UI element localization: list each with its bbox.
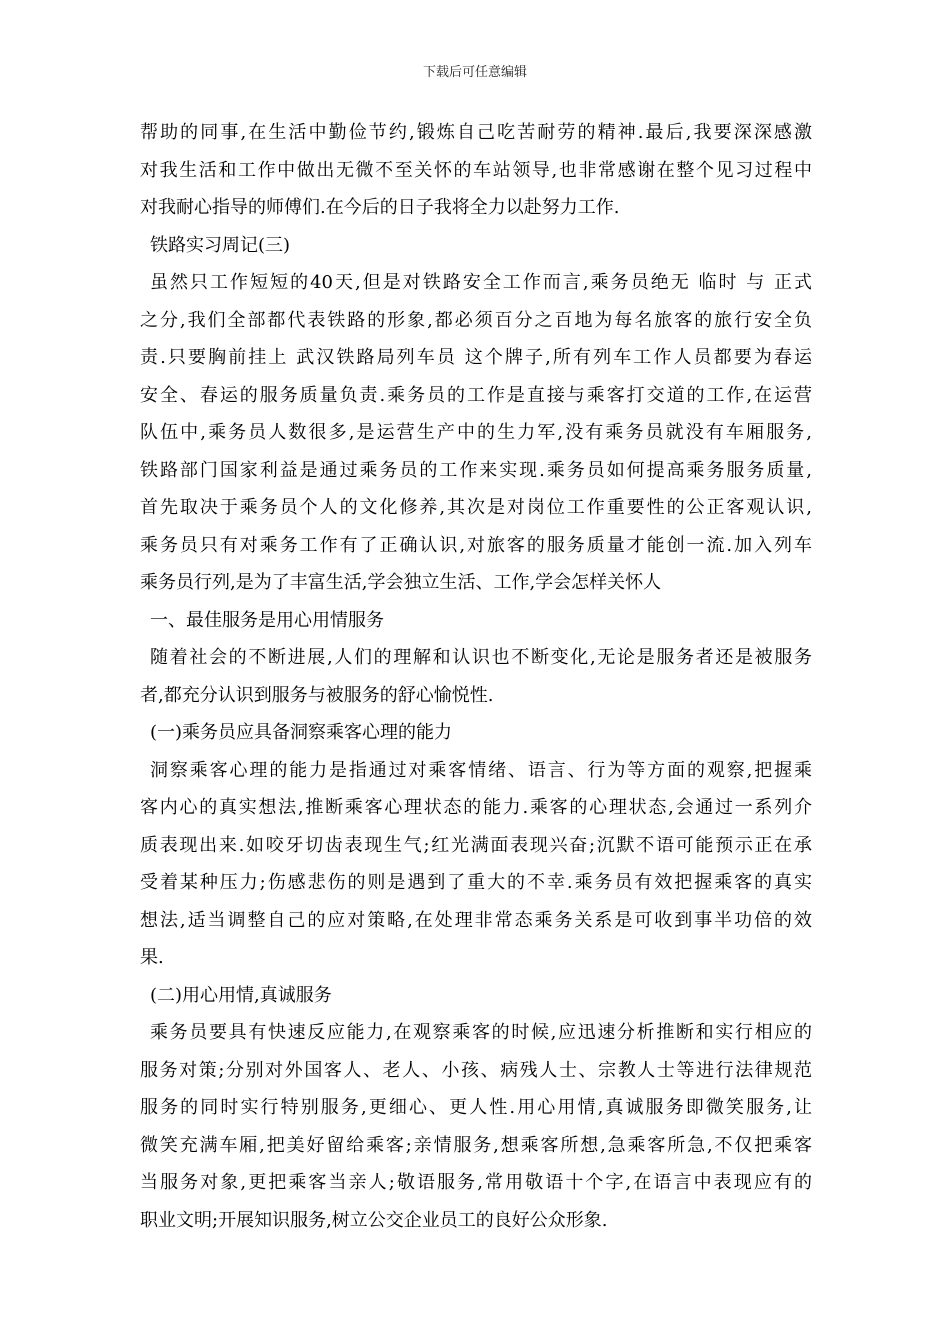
text-line: 帮助的同事,在生活中勤俭节约,锻炼自己吃苦耐劳的精神.最后,我要深深感激 xyxy=(140,122,812,143)
text-line: 随着社会的不断进展,人们的理解和认识也不断变化,无论是服务者还是被服务 xyxy=(150,647,812,668)
document-body xyxy=(140,114,812,1239)
text-line: 一、最佳服务是用心用情服务 xyxy=(150,609,384,631)
text-line: 洞察乘客心理的能力是指通过对乘客情绪、语言、行为等方面的观察,把握乘 xyxy=(150,759,812,781)
text-line: 首先取决于乘务员个人的文化修养,其次是对岗位工作重要性的公正客观认识, xyxy=(140,497,812,518)
text-line: 乘务员行列,是为了丰富生活,学会独立生活、工作,学会怎样关怀人 xyxy=(140,572,662,593)
text-line: 虽然只工作短短的40天,但是对铁路安全工作而言,乘务员绝无 临时 与 正式 xyxy=(150,272,812,293)
text-line: 当服务对象,更把乘客当亲人;敬语服务,常用敬语十个字,在语言中表现应有的 xyxy=(140,1172,812,1193)
text-line: 质表现出来.如咬牙切齿表现生气;红光满面表现兴奋;沉默不语可能预示正在承 xyxy=(140,834,812,856)
text-line: 铁路部门国家利益是通过乘务员的工作来实现.乘务员如何提高乘务服务质量, xyxy=(140,459,812,481)
text-line: 客内心的真实想法,推断乘客心理状态的能力.乘客的心理状态,会通过一系列介 xyxy=(140,797,812,818)
text-line: 服务的同时实行特别服务,更细心、更人性.用心用情,真诚服务即微笑服务,让 xyxy=(140,1097,812,1118)
text-line: 想法,适当调整自己的应对策略,在处理非常态乘务关系是可收到事半功倍的效 xyxy=(140,909,812,931)
text-line: 服务对策;分别对外国客人、老人、小孩、病残人士、宗教人士等进行法律规范 xyxy=(140,1059,812,1081)
text-line: 铁路实习周记(三) xyxy=(150,234,291,256)
text-line: (二)用心用情,真诚服务 xyxy=(150,984,332,1006)
text-line: 对我生活和工作中做出无微不至关怀的车站领导,也非常感谢在整个见习过程中 xyxy=(140,159,812,181)
text-line: 责.只要胸前挂上 武汉铁路局列车员 这个牌子,所有列车工作人员都要为春运 xyxy=(140,347,812,368)
text-line: 者,都充分认识到服务与被服务的舒心愉悦性. xyxy=(140,684,494,706)
text-line: 乘务员只有对乘务工作有了正确认识,对旅客的服务质量才能创一流.加入列车 xyxy=(140,534,812,556)
text-line: 乘务员要具有快速反应能力,在观察乘客的时候,应迅速分析推断和实行相应的 xyxy=(150,1022,812,1043)
text-line: (一)乘务员应具备洞察乘客心理的能力 xyxy=(150,722,453,743)
text-line: 安全、春运的服务质量负责.乘务员的工作是直接与乘客打交道的工作,在运营 xyxy=(140,384,812,406)
text-line: 之分,我们全部都代表铁路的形象,都必须百分之百地为每名旅客的旅行安全负 xyxy=(140,309,812,331)
page-header: 下载后可任意编辑 xyxy=(422,65,527,80)
text-line: 果. xyxy=(140,947,164,968)
text-line: 队伍中,乘务员人数很多,是运营生产中的生力军,没有乘务员就没有车厢服务, xyxy=(140,422,812,443)
text-line: 职业文明;开展知识服务,树立公交企业员工的良好公众形象. xyxy=(140,1209,608,1231)
text-line: 微笑充满车厢,把美好留给乘客;亲情服务,想乘客所想,急乘客所急,不仅把乘客 xyxy=(140,1134,812,1156)
text-line: 对我耐心指导的师傅们.在今后的日子我将全力以赴努力工作. xyxy=(140,197,620,218)
text-line: 受着某种压力;伤感悲伤的则是遇到了重大的不幸.乘务员有效把握乘客的真实 xyxy=(140,872,812,893)
